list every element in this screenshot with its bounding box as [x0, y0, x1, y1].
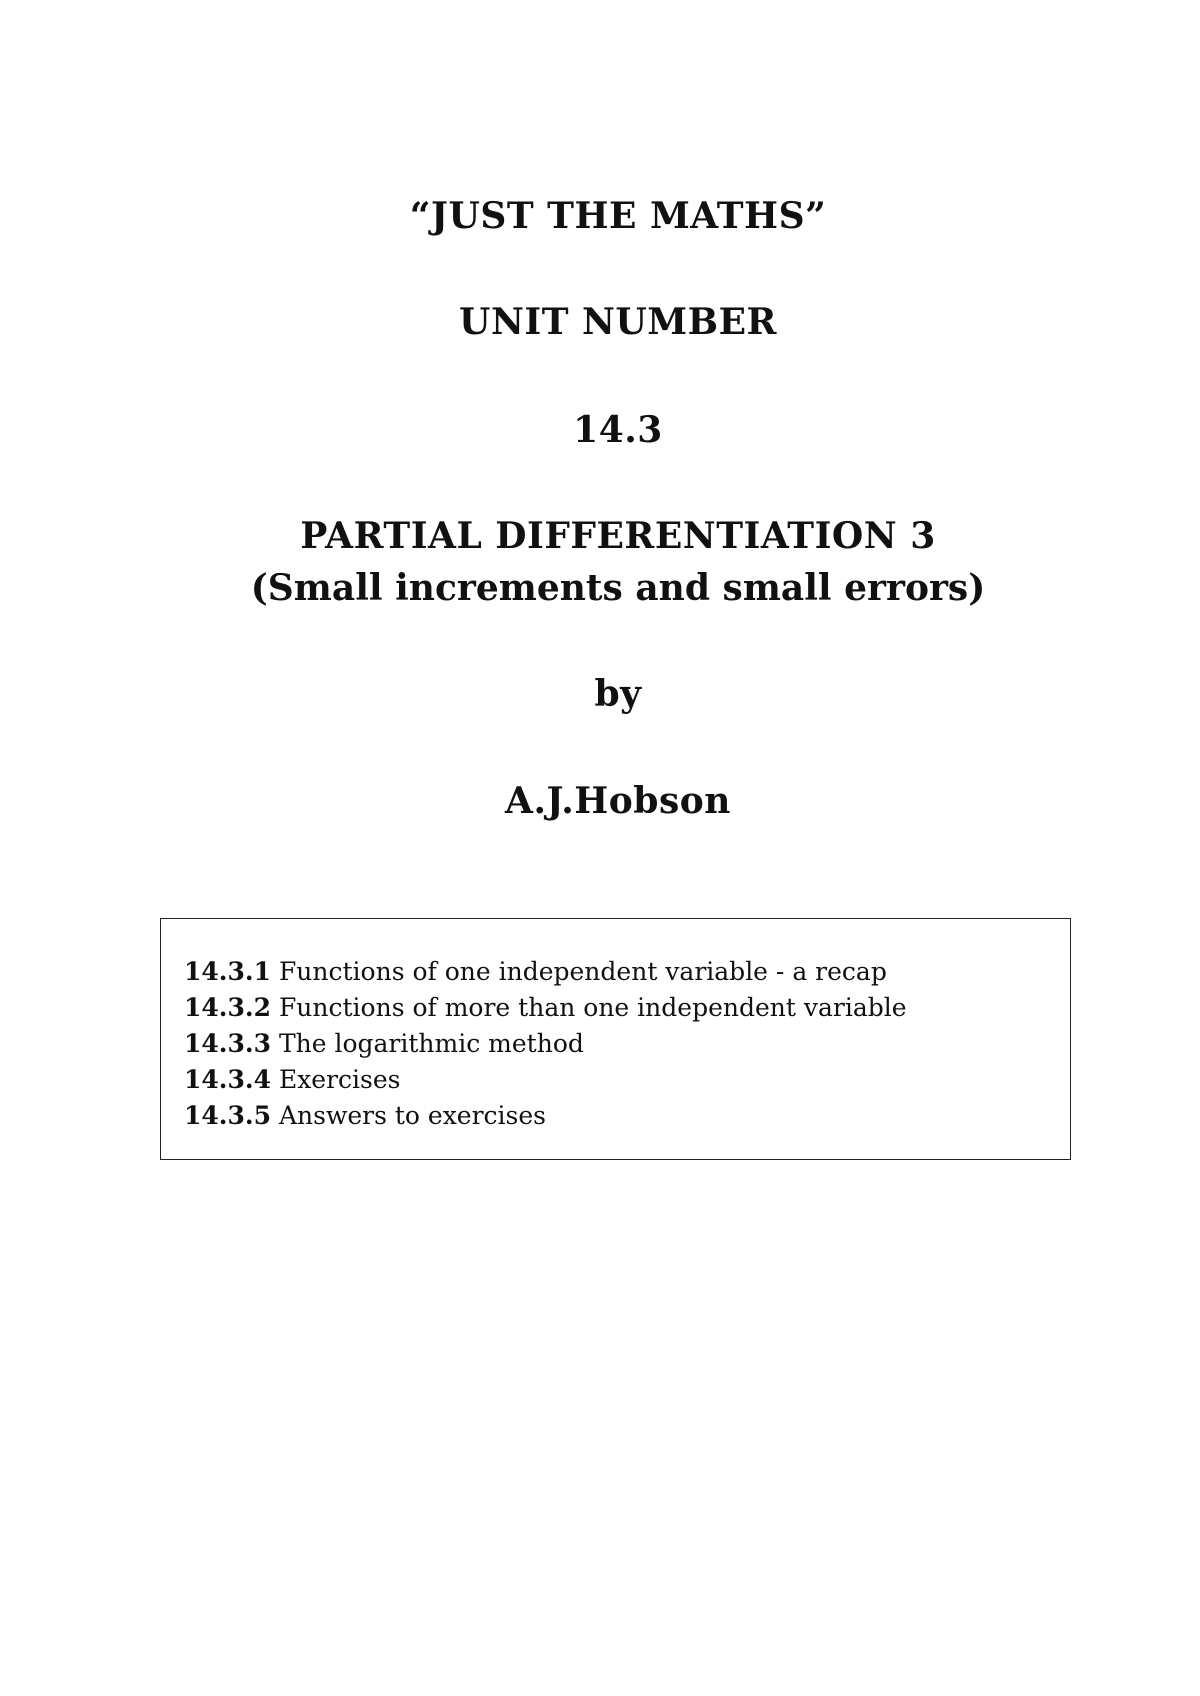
- contents-list: [184, 954, 907, 1134]
- series-title: “JUST THE MATHS”: [409, 195, 827, 237]
- contents-item-text: Functions of more than one independent variable: [278, 993, 907, 1022]
- contents-item: [184, 1098, 907, 1134]
- contents-item-number: 14.3.5: [184, 1101, 271, 1130]
- contents-item-text: Exercises: [278, 1065, 401, 1094]
- contents-item-number: 14.3.4: [184, 1065, 271, 1094]
- author-name: A.J.Hobson: [505, 780, 731, 822]
- unit-label: UNIT NUMBER: [459, 301, 777, 343]
- contents-item: [184, 954, 907, 990]
- contents-item: [184, 1026, 907, 1062]
- contents-item-number: 14.3.3: [184, 1029, 271, 1058]
- contents-item-number: 14.3.2: [184, 993, 271, 1022]
- contents-item-text: Functions of one independent variable - a recap: [278, 957, 887, 986]
- contents-item-text: The logarithmic method: [278, 1029, 584, 1058]
- topic-subtitle: (Small increments and small errors): [250, 567, 986, 609]
- topic-title: PARTIAL DIFFERENTIATION 3: [300, 515, 936, 557]
- by-label: by: [594, 673, 642, 715]
- contents-item-text: Answers to exercises: [278, 1101, 546, 1130]
- contents-item: [184, 1062, 907, 1098]
- contents-item: [184, 990, 907, 1026]
- unit-number: 14.3: [573, 409, 663, 451]
- contents-item-number: 14.3.1: [184, 957, 271, 986]
- contents-box: [160, 918, 1071, 1160]
